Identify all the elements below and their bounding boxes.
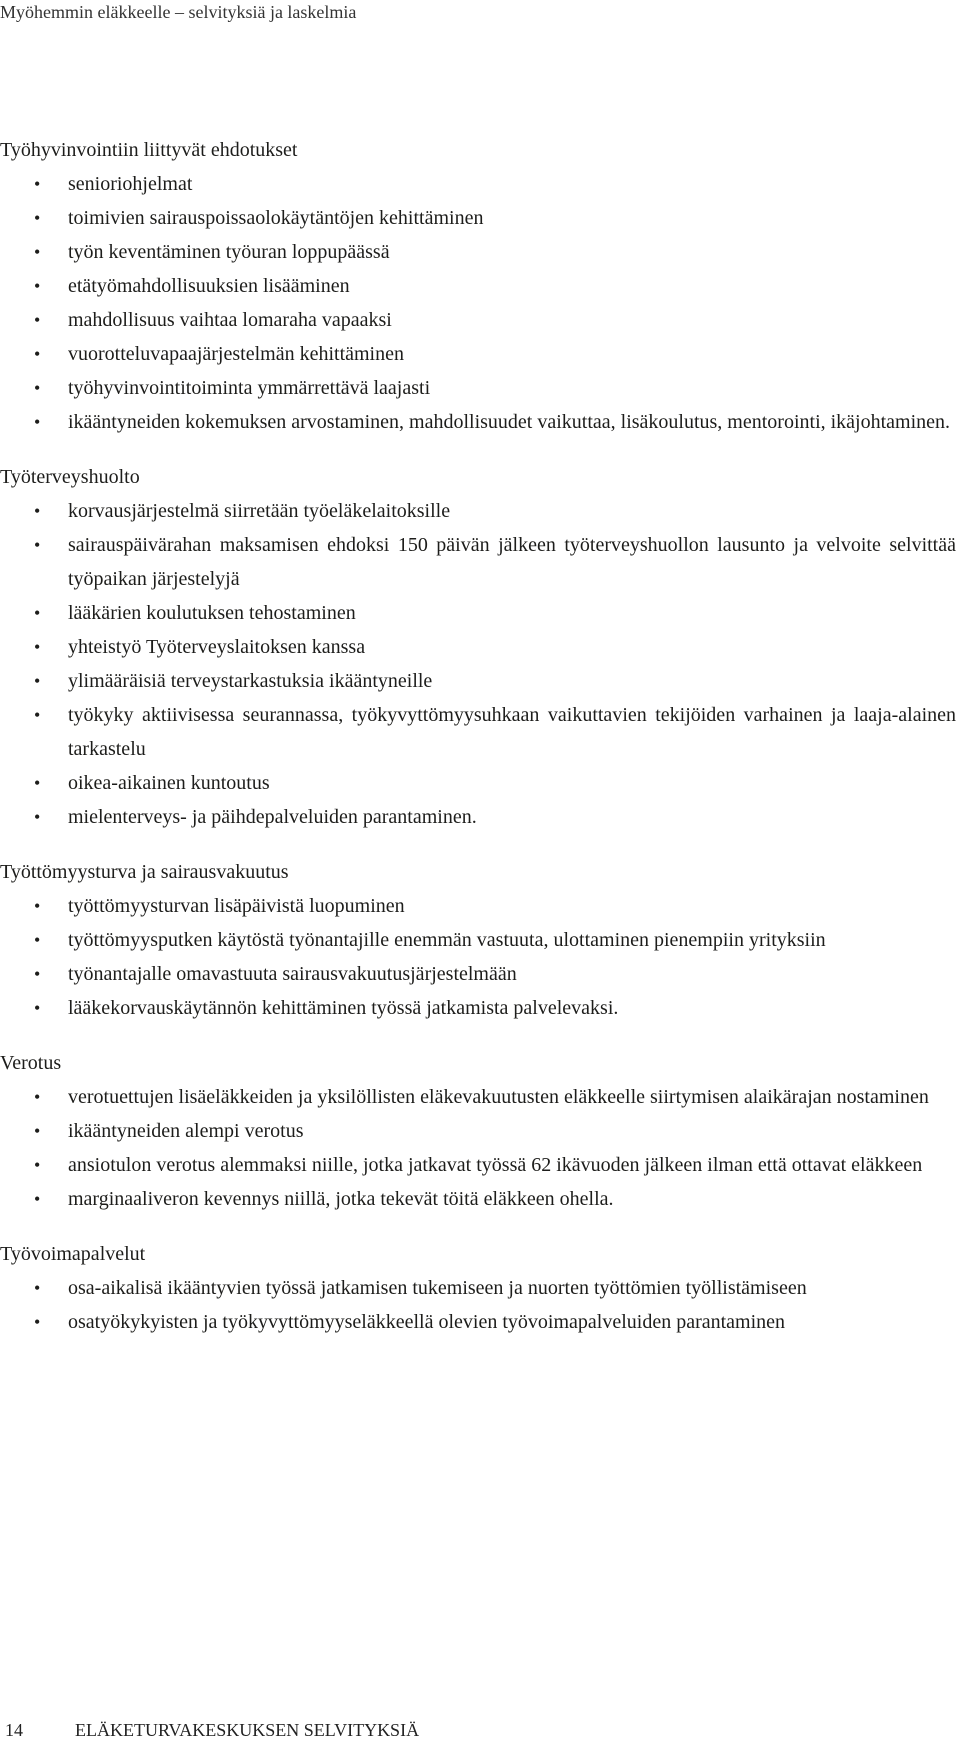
bullet-icon: • [34,773,41,793]
bullet-icon: • [34,964,41,984]
bullet-icon: • [34,807,41,827]
bullet-list [0,1080,956,1216]
bullet-icon: • [34,1278,41,1298]
bullet-icon: • [34,344,41,364]
bullet-icon: • [34,276,41,296]
bullet-icon: • [34,637,41,657]
bullet-icon: • [34,998,41,1018]
document-body [0,133,956,1360]
list-item: • korvausjärjestelmä siirretään työeläkelaitoksille [0,494,956,528]
bullet-icon: • [34,930,41,950]
bullet-icon: • [34,1312,41,1332]
list-item: • ansiotulon verotus alemmaksi niille, jotka jatkavat työssä 62 ikävuoden jälkeen ilman että ottavat eläkkeen [0,1148,956,1182]
bullet-icon: • [34,208,41,228]
section-title: Työvoimapalvelut [0,1243,146,1265]
bullet-icon: • [34,896,41,916]
bullet-icon: • [34,378,41,398]
list-item: • työkyky aktiivisessa seurannassa, työkyvyttömyysuhkaan vaikuttavien tekijöiden varhainen ja laaja-alainen tarkastelu [0,698,956,766]
page-number: 14 [5,1720,23,1740]
list-item: • työnantajalle omavastuuta sairausvakuutusjärjestelmään [0,957,956,991]
list-item: • mielenterveys- ja päihdepalveluiden parantaminen. [0,800,956,834]
list-item: • työttömyysturvan lisäpäivistä luopuminen [0,889,956,923]
bullet-icon: • [34,1189,41,1209]
bullet-icon: • [34,174,41,194]
list-item: • sairauspäivärahan maksamisen ehdoksi 150 päivän jälkeen työterveyshuollon lausunto ja velvoite selvittää työpaikan järjestelyjä [0,528,956,596]
list-item: • lääkärien koulutuksen tehostaminen [0,596,956,630]
section-tyovoimapalvelut [0,1237,956,1339]
list-item: • marginaaliveron kevennys niillä, jotka tekevät töitä eläkkeen ohella. [0,1182,956,1216]
bullet-icon: • [34,1121,41,1141]
list-item: • ylimääräisiä terveystarkastuksia ikääntyneille [0,664,956,698]
list-item: • ikääntyneiden alempi verotus [0,1114,956,1148]
list-item: • ikääntyneiden kokemuksen arvostaminen, mahdollisuudet vaikuttaa, lisäkoulutus, mentorointi, ikäjohtaminen. [0,405,956,439]
list-item: • verotuettujen lisäeläkkeiden ja yksilöllisten eläkevakuutusten eläkkeelle siirtymisen alaikärajan nostaminen [0,1080,956,1114]
section-tyohyvinvointi [0,133,956,439]
bullet-icon: • [34,501,41,521]
section-tyottomyysturva [0,855,956,1025]
list-item: • vuorotteluvapaajärjestelmän kehittäminen [0,337,956,371]
list-item: • osa-aikalisä ikääntyvien työssä jatkamisen tukemiseen ja nuorten työttömien työllistämiseen [0,1271,956,1305]
bullet-list [0,1271,956,1339]
bullet-icon: • [34,671,41,691]
list-item: • mahdollisuus vaihtaa lomaraha vapaaksi [0,303,956,337]
bullet-icon: • [34,242,41,262]
list-item: • työttömyysputken käytöstä työnantajille enemmän vastuuta, ulottaminen pienempiin yrityksiin [0,923,956,957]
bullet-list [0,494,956,834]
section-tyoterveyshuolto [0,460,956,834]
bullet-icon: • [34,1087,41,1107]
section-verotus [0,1046,956,1216]
list-item: • osatyökykyisten ja työkyvyttömyyseläkkeellä olevien työvoimapalveluiden parantaminen [0,1305,956,1339]
section-title: Työttömyysturva ja sairausvakuutus [0,861,289,883]
publisher-name: ELÄKETURVAKESKUKSEN SELVITYKSIÄ [75,1720,420,1740]
page-footer [5,1719,419,1741]
list-item: • etätyömahdollisuuksien lisääminen [0,269,956,303]
list-item: • lääkekorvauskäytännön kehittäminen työssä jatkamista palvelevaksi. [0,991,956,1025]
section-title: Työterveyshuolto [0,466,140,488]
section-title: Verotus [0,1052,62,1074]
bullet-icon: • [34,310,41,330]
running-head: Myöhemmin eläkkeelle – selvityksiä ja laskelmia [0,2,357,22]
list-item: • toimivien sairauspoissaolokäytäntöjen kehittäminen [0,201,956,235]
bullet-list [0,889,956,1025]
bullet-list [0,167,956,439]
section-title: Työhyvinvointiin liittyvät ehdotukset [0,139,298,161]
bullet-icon: • [34,603,41,623]
bullet-icon: • [34,705,41,725]
bullet-icon: • [34,412,41,432]
list-item: • työhyvinvointitoiminta ymmärrettävä laajasti [0,371,956,405]
bullet-icon: • [34,535,41,555]
list-item: • yhteistyö Työterveyslaitoksen kanssa [0,630,956,664]
list-item: • oikea-aikainen kuntoutus [0,766,956,800]
bullet-icon: • [34,1155,41,1175]
list-item: • senioriohjelmat [0,167,956,201]
list-item: • työn keventäminen työuran loppupäässä [0,235,956,269]
